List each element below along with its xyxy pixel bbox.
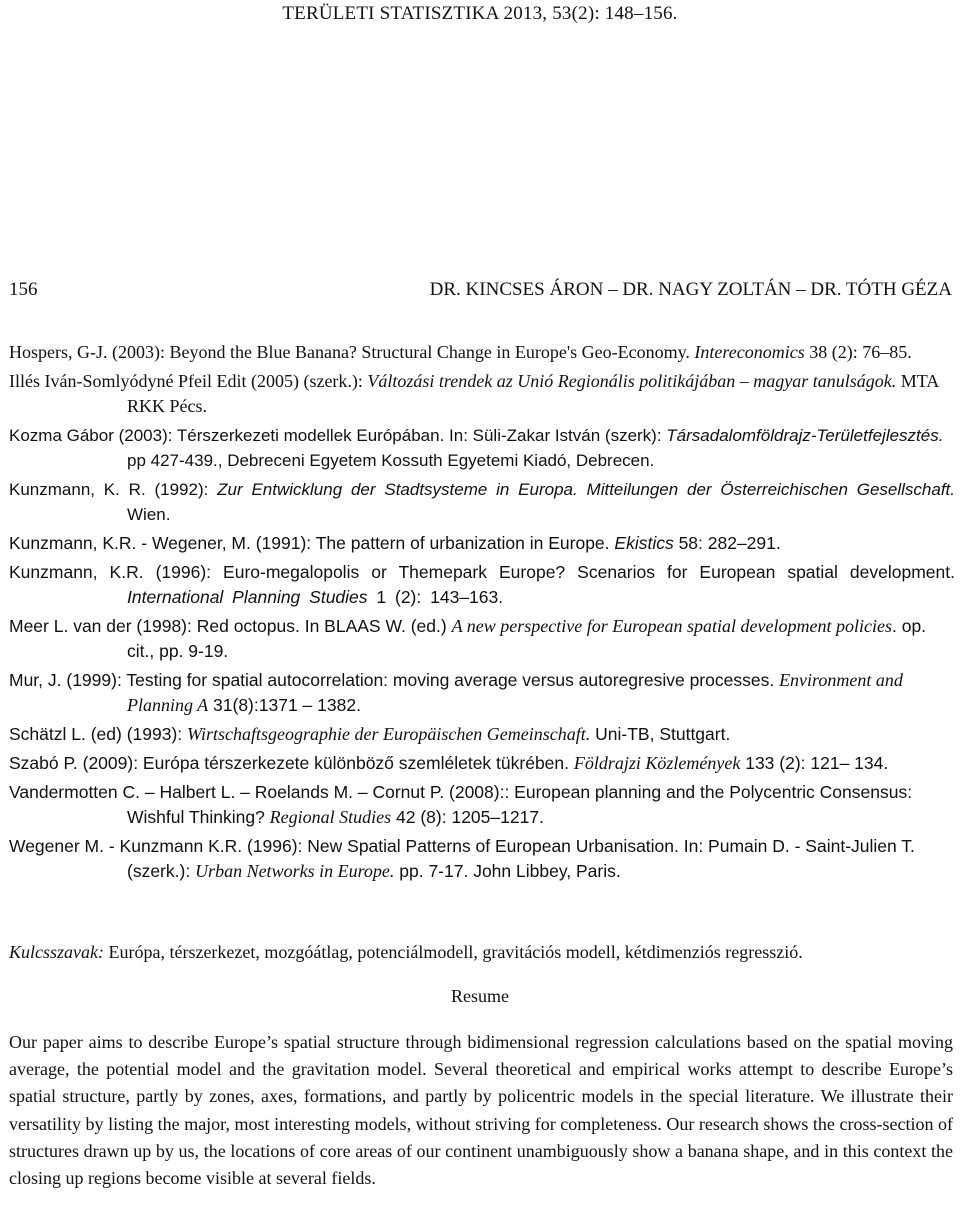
reference-item	[9, 722, 955, 747]
reference-text: 42 (8): 1205–1217.	[391, 807, 544, 827]
reference-title: Wirtschaftsgeographie der Europäischen Gemeinschaft.	[187, 724, 591, 744]
page-header	[9, 279, 952, 301]
reference-title: Zur Entwicklung der Stadtsysteme in Europa. Mitteilungen der Österreichischen Gesellschaft.	[217, 480, 955, 499]
journal-header: TERÜLETI STATISZTIKA 2013, 53(2): 148–156.	[282, 3, 678, 24]
reference-journal: Environment and Planning A	[127, 670, 903, 715]
reference-title: Változási trendek az Unió Regionális politikájában – magyar tanulságok.	[367, 371, 897, 391]
resume-title: Resume	[451, 986, 509, 1006]
reference-text: Wien.	[127, 505, 171, 524]
keywords-text: Európa, térszerkezet, mozgóátlag, potenciálmodell, gravitációs modell, kétdimenziós regresszió.	[103, 942, 803, 962]
reference-item	[9, 369, 955, 419]
reference-text: 58: 282–291.	[673, 533, 781, 553]
reference-item	[9, 531, 955, 556]
reference-text: Uni-TB, Stuttgart.	[590, 724, 731, 744]
reference-text: Kunzmann, K. R. (1992):	[9, 480, 218, 499]
reference-item	[9, 560, 955, 610]
reference-text: 1 (2): 143–163.	[367, 587, 504, 607]
reference-item	[9, 477, 955, 527]
reference-item	[9, 780, 955, 830]
reference-text: pp. 7-17. John Libbey, Paris.	[394, 861, 621, 881]
reference-text: Kozma Gábor (2003): Térszerkezeti modellek Európában. In: Süli-Zakar István (szerk):	[9, 426, 667, 445]
reference-item	[9, 668, 955, 718]
reference-text: MTA RKK Pécs.	[127, 371, 939, 416]
reference-item	[9, 834, 955, 884]
reference-item	[9, 751, 955, 776]
page-number: 156	[9, 279, 38, 300]
reference-title: Társadalomföldrajz-Területfejlesztés.	[666, 426, 944, 445]
reference-text: . op. cit., pp. 9-19.	[127, 616, 927, 661]
reference-item	[9, 340, 955, 365]
reference-item	[9, 614, 955, 664]
reference-text: Hospers, G-J. (2003): Beyond the Blue Banana? Structural Change in Europe's Geo-Economy.	[9, 342, 695, 362]
reference-text: 31(8):1371 – 1382.	[208, 695, 361, 715]
reference-journal: Földrajzi Közlemények	[573, 753, 741, 773]
reference-text: Kunzmann, K.R. - Wegener, M. (1991): The pattern of urbanization in Europe.	[9, 533, 615, 553]
keywords	[9, 940, 955, 965]
resume-text: Our paper aims to describe Europe’s spatial structure through bidimensional regression calculations based on the spatial moving average, the potential model and the gravitation model. Several theoretical and empirical works attempt to describe Europe’s spatial structure, partly by zones, axes, formations, and partly by policentric models in the special literature. We illustrate their versatility by listing the major, most interesting models, without striving for completeness. Our research shows the cross-section of structures drawn up by us, the locations of core areas of our continent unambiguously show a banana shape, and in this context the closing up regions become visible at several fields.	[9, 1032, 953, 1189]
reference-text: Kunzmann, K.R. (1996): Euro-megalopolis or Themepark Europe? Scenarios for European spatial development.	[9, 562, 955, 582]
reference-list	[9, 340, 955, 884]
reference-text: Schätzl L. (ed) (1993):	[9, 724, 187, 744]
reference-journal: International Planning Studies	[127, 587, 368, 607]
reference-text: Vandermotten C. – Halbert L. – Roelands M. – Cornut P. (2008):: European planning and the Polycentric Consensus: Wishful Thinking?	[9, 782, 913, 827]
reference-text: Meer L. van der (1998): Red octopus. In BLAAS W. (ed.)	[9, 616, 452, 636]
reference-text: Illés Iván-Somlyódyné Pfeil Edit (2005) (szerk.):	[9, 371, 368, 391]
reference-text: 133 (2): 121– 134.	[740, 753, 889, 773]
reference-journal: Regional Studies	[269, 807, 392, 827]
reference-title: Urban Networks in Europe.	[195, 861, 395, 881]
reference-text: 38 (2): 76–85.	[804, 342, 912, 362]
page-authors: DR. KINCSES ÁRON – DR. NAGY ZOLTÁN – DR. TÓTH GÉZA	[429, 279, 952, 300]
reference-journal: Intereconomics	[694, 342, 805, 362]
reference-item	[9, 423, 955, 473]
keywords-label: Kulcsszavak:	[9, 942, 104, 962]
reference-journal: Ekistics	[614, 533, 674, 553]
reference-text: Szabó P. (2009): Európa térszerkezete különböző szemléletek tükrében.	[9, 753, 574, 773]
reference-text: Wegener M. - Kunzmann K.R. (1996): New Spatial Patterns of European Urbanisation. In: Pumain D. - Saint-Julien T.(szerk.):	[9, 836, 915, 881]
reference-text: Mur, J. (1999): Testing for spatial autocorrelation: moving average versus autoregresive processes.	[9, 670, 780, 690]
reference-title: A new perspective for European spatial development policies	[451, 616, 892, 636]
reference-text: pp 427-439., Debreceni Egyetem Kossuth Egyetemi Kiadó, Debrecen.	[127, 451, 655, 470]
